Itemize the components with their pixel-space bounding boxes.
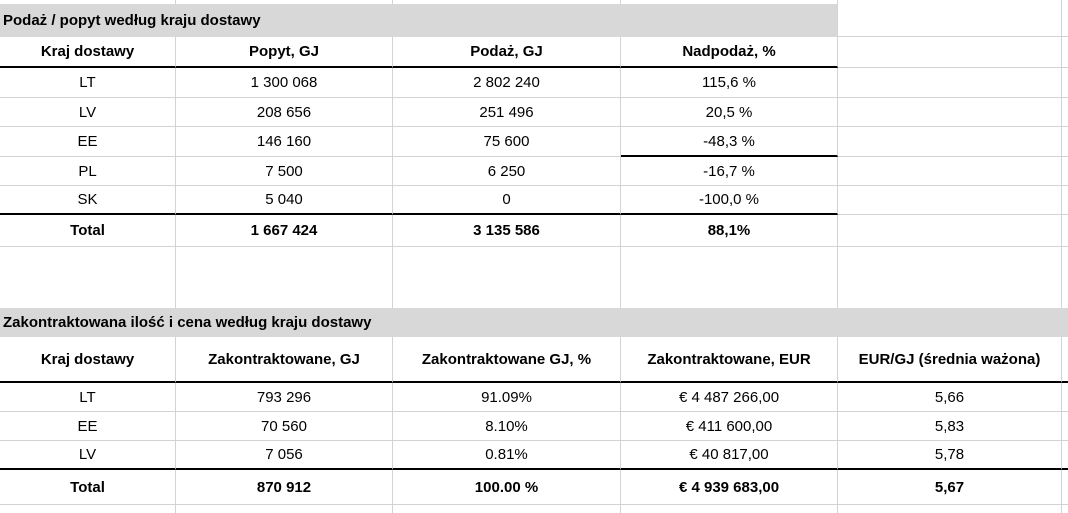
column-header-contracted-gj[interactable]: Zakontraktowane, GJ <box>176 337 393 383</box>
cell-country[interactable]: LT <box>0 68 176 98</box>
spreadsheet-cell[interactable] <box>838 157 1062 186</box>
cell-total-contracted-pct[interactable]: 100.00 % <box>393 470 621 505</box>
spreadsheet-cell[interactable] <box>1062 98 1068 127</box>
column-header-country[interactable]: Kraj dostawy <box>0 37 176 68</box>
spreadsheet-cell[interactable] <box>838 4 1062 37</box>
table-row <box>0 98 1068 127</box>
cell-country[interactable]: LV <box>0 98 176 127</box>
spreadsheet-cell[interactable] <box>1062 505 1068 513</box>
spreadsheet-cell[interactable] <box>176 505 393 513</box>
spreadsheet-cell[interactable] <box>838 37 1062 68</box>
table-row <box>0 157 1068 186</box>
cell-total-contracted-eur[interactable]: € 4 939 683,00 <box>621 470 838 505</box>
cell-contracted-gj[interactable]: 793 296 <box>176 383 393 412</box>
cell-contracted-gj[interactable]: 7 056 <box>176 441 393 470</box>
spreadsheet-cell[interactable] <box>838 127 1062 157</box>
spreadsheet-cell[interactable] <box>838 98 1062 127</box>
column-header-country[interactable]: Kraj dostawy <box>0 337 176 383</box>
table-row <box>0 383 1068 412</box>
empty-gap-row <box>0 247 1068 308</box>
spreadsheet-cell[interactable] <box>838 215 1062 247</box>
spreadsheet-cell[interactable] <box>1062 186 1068 215</box>
spreadsheet-cell[interactable] <box>1062 215 1068 247</box>
spreadsheet-cell[interactable] <box>1062 470 1068 505</box>
cell-eur-per-gj[interactable]: 5,66 <box>838 383 1062 412</box>
cell-demand[interactable]: 208 656 <box>176 98 393 127</box>
table1-total-row <box>0 215 1068 247</box>
spreadsheet-cell[interactable] <box>838 505 1062 513</box>
spreadsheet-cell[interactable] <box>838 186 1062 215</box>
cell-total-eur-per-gj[interactable]: 5,67 <box>838 470 1062 505</box>
cell-eur-per-gj[interactable]: 5,78 <box>838 441 1062 470</box>
cell-oversupply[interactable]: 115,6 % <box>621 68 838 98</box>
cell-demand[interactable]: 5 040 <box>176 186 393 215</box>
column-header-contracted-pct[interactable]: Zakontraktowane GJ, % <box>393 337 621 383</box>
table2-title[interactable]: Zakontraktowana ilość i cena według kraju dostawy <box>0 308 1068 337</box>
spreadsheet-cell[interactable] <box>838 247 1062 308</box>
cell-country[interactable]: LV <box>0 441 176 470</box>
cell-country[interactable]: PL <box>0 157 176 186</box>
spreadsheet-cell[interactable] <box>1062 68 1068 98</box>
cell-demand[interactable]: 146 160 <box>176 127 393 157</box>
cell-oversupply[interactable]: -16,7 % <box>621 157 838 186</box>
spreadsheet-cell[interactable] <box>0 247 176 308</box>
cell-total-label[interactable]: Total <box>0 470 176 505</box>
cell-supply[interactable]: 6 250 <box>393 157 621 186</box>
cell-oversupply[interactable]: -100,0 % <box>621 186 838 215</box>
spreadsheet-cell[interactable] <box>1062 157 1068 186</box>
table-row <box>0 186 1068 215</box>
table-row <box>0 441 1068 470</box>
spreadsheet-cell[interactable] <box>1062 247 1068 308</box>
table-row <box>0 127 1068 157</box>
column-header-demand[interactable]: Popyt, GJ <box>176 37 393 68</box>
spreadsheet-cell[interactable] <box>1062 441 1068 470</box>
cell-contracted-gj[interactable]: 70 560 <box>176 412 393 441</box>
spreadsheet-cell[interactable] <box>1062 412 1068 441</box>
cell-total-contracted-gj[interactable]: 870 912 <box>176 470 393 505</box>
table-row <box>0 412 1068 441</box>
spreadsheet-cell[interactable] <box>1062 127 1068 157</box>
table2-header-row <box>0 337 1068 383</box>
cell-country[interactable]: EE <box>0 127 176 157</box>
spreadsheet-cell[interactable] <box>0 505 176 513</box>
cell-supply[interactable]: 2 802 240 <box>393 68 621 98</box>
table2-title-row <box>0 308 1068 337</box>
cell-supply[interactable]: 251 496 <box>393 98 621 127</box>
spreadsheet-cell[interactable] <box>176 247 393 308</box>
table1-title[interactable]: Podaż / popyt według kraju dostawy <box>0 4 838 37</box>
cell-contracted-pct[interactable]: 8.10% <box>393 412 621 441</box>
spreadsheet-cell[interactable] <box>621 247 838 308</box>
cell-demand[interactable]: 1 300 068 <box>176 68 393 98</box>
column-header-oversupply[interactable]: Nadpodaż, % <box>621 37 838 68</box>
column-header-contracted-eur[interactable]: Zakontraktowane, EUR <box>621 337 838 383</box>
cell-supply[interactable]: 0 <box>393 186 621 215</box>
spreadsheet-cell[interactable] <box>1062 337 1068 383</box>
cell-country[interactable]: LT <box>0 383 176 412</box>
column-header-supply[interactable]: Podaż, GJ <box>393 37 621 68</box>
cell-contracted-eur[interactable]: € 411 600,00 <box>621 412 838 441</box>
spreadsheet-cell[interactable] <box>1062 4 1068 37</box>
cell-contracted-pct[interactable]: 0.81% <box>393 441 621 470</box>
cell-contracted-eur[interactable]: € 40 817,00 <box>621 441 838 470</box>
cell-demand[interactable]: 7 500 <box>176 157 393 186</box>
cell-contracted-pct[interactable]: 91.09% <box>393 383 621 412</box>
partial-row-bottom <box>0 505 1068 513</box>
spreadsheet-cell[interactable] <box>1062 37 1068 68</box>
spreadsheet-cell[interactable] <box>1062 383 1068 412</box>
cell-country[interactable]: EE <box>0 412 176 441</box>
cell-contracted-eur[interactable]: € 4 487 266,00 <box>621 383 838 412</box>
spreadsheet-cell[interactable] <box>838 68 1062 98</box>
cell-total-supply[interactable]: 3 135 586 <box>393 215 621 247</box>
spreadsheet-cell[interactable] <box>393 247 621 308</box>
table1-header-row <box>0 37 1068 68</box>
column-header-eur-per-gj[interactable]: EUR/GJ (średnia ważona) <box>838 337 1062 383</box>
cell-country[interactable]: SK <box>0 186 176 215</box>
spreadsheet-cell[interactable] <box>621 505 838 513</box>
spreadsheet-cell[interactable] <box>393 505 621 513</box>
cell-oversupply[interactable]: -48,3 % <box>621 127 838 157</box>
cell-total-oversupply[interactable]: 88,1% <box>621 215 838 247</box>
table1-title-row <box>0 4 1068 37</box>
cell-total-demand[interactable]: 1 667 424 <box>176 215 393 247</box>
table2-total-row <box>0 470 1068 505</box>
cell-eur-per-gj[interactable]: 5,83 <box>838 412 1062 441</box>
table-row <box>0 68 1068 98</box>
cell-total-label[interactable]: Total <box>0 215 176 247</box>
cell-oversupply[interactable]: 20,5 % <box>621 98 838 127</box>
cell-supply[interactable]: 75 600 <box>393 127 621 157</box>
